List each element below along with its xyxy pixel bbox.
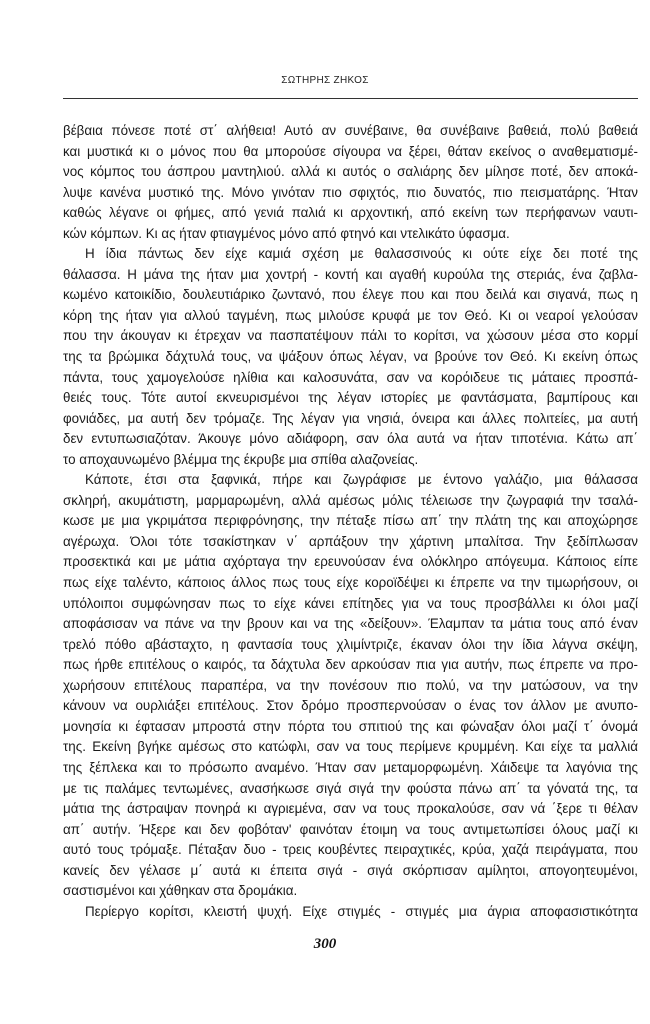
text-line <box>63 779 638 800</box>
text-line-content: πως είχε ταλέντο, κάποιος άλλος πως τους είχε κοροϊδέψει κι έπρεπε να την τιμωρήσουν, οι <box>63 575 638 591</box>
text-line <box>63 655 638 676</box>
text-line-content: Η ίδια πάντως δεν είχε καμιά σχέση με θαλασσινούς κι ούτε είχε δει ποτέ της <box>85 246 638 262</box>
text-line <box>63 470 638 491</box>
text-line <box>63 244 638 265</box>
text-line <box>63 162 638 183</box>
text-line-content: της ξέπλεκα και το πρόσωπο αναμένο. Ήταν σαν μεταμορφωμένη. Χάιδεψε τα λαγόνια της <box>63 759 638 775</box>
text-line-content: πάντα, τους χαμογελούσε ηλίθια και καλοσυνάτα, σαν να κορόιδευε τις μάταιες προσπά- <box>63 369 638 385</box>
text-line <box>63 450 638 471</box>
text-line <box>63 388 638 409</box>
text-line-content: μάτια της άστραψαν πονηρά κι αγριεμένα, σαν να τους προκαλούσε, σαν νά ΄ξερε τι θέλαν <box>63 801 638 817</box>
text-line-content: θάλασσα. Η μάνα της ήταν μια χοντρή - κοντή και αγαθή κυρούλα της στεριάς, ένα ζαβλα- <box>63 266 638 282</box>
text-line-content: φονιάδες, μα αυτή δεν τρόμαζε. Της λέγαν για νησιά, όνειρα και άλλες πολιτείες, μα αυτή <box>63 410 638 426</box>
text-line-content: κανείς δεν γέλασε μ΄ αυτά κι έπειτα σιγά - σιγά σκόρπισαν αμίλητοι, απογοητευμένοι, <box>63 862 638 878</box>
text-line-content: Περίεργο κορίτσι, κλειστή ψυχή. Είχε στιγμές - στιγμές μια άγρια αποφασιστικότητα <box>85 903 638 919</box>
text-line-content: σαστισμένοι και χάθηκαν στα δρομάκια. <box>63 883 298 899</box>
text-line-content: κών κόμπων. Κι ας ήταν φτιαγμένος μόνο από φτηνό και ντελικάτο ύφασμα. <box>63 225 510 241</box>
text-line-content: πως ήρθε επιτέλους ο καιρός, τα δάχτυλα δεν αρκούσαν πια για αυτήν, πως έπρεπε να προ- <box>63 657 638 673</box>
text-line <box>63 717 638 738</box>
text-line <box>63 861 638 882</box>
text-line-content: κάνουν να ουρλιάξει επιτέλους. Στον δρόμο προσπερνούσαν ο ένας τον άλλον με ανυπο- <box>63 698 638 714</box>
text-line-content: σκληρή, ακυμάτιστη, μαρμαρωμένη, αλλά αμέσως μόλις τέλειωσε την ζωγραφιά την τσαλά- <box>63 492 638 508</box>
text-line <box>63 306 638 327</box>
page-number: 300 <box>313 936 337 952</box>
text-line-content: νος κόμπος του άσπρου μαντηλιού. αλλά κι αυτός ο σαλιάρης δεν μίλησε ποτέ, δεν αποκά- <box>63 164 638 180</box>
text-line <box>63 696 638 717</box>
text-line-content: υπόλοιποι συμφώνησαν πως το είχε κάνει επίτηδες για να τους προσβάλλει κι όλοι μαζί <box>63 595 638 611</box>
text-line-content: κωμένο κατοικίδιο, δουλευτιάρικο ζωντανό, που έλεγε που και που δειλά και σιγανά, πως η <box>63 287 638 303</box>
text-line-content: απ΄ αυτήν. Ήξερε και δεν φοβόταν' φαινόταν έτοιμη να τους αντιμετωπίσει όλους μαζί κι <box>63 821 638 837</box>
text-line-content: καθώς λέγανε οι φήμες, από γενιά παλιά κι αρχοντική, από εκείνη των περήφανων ναυτι- <box>63 205 638 221</box>
text-line <box>63 203 638 224</box>
text-line-content: αυτό τους τρόμαξε. Πέταξαν δυο - τρεις κουβέντες πειραχτικές, κρύα, χαζά πειράγματα, που <box>63 842 638 858</box>
text-line <box>63 840 638 861</box>
text-line <box>63 511 638 532</box>
text-line <box>63 737 638 758</box>
header-rule <box>63 98 638 99</box>
text-line <box>63 820 638 841</box>
text-line-content: και μυστικά κι ο μόνος που θα μπορούσε σίγουρα να ξέρει, θάταν εκείνος ο αναθεματισμέ- <box>63 143 638 159</box>
text-line <box>63 676 638 697</box>
text-line-content: χωρήσουν επιτέλους παραπέρα, να την πονέσουν πιο πολύ, να την ματώσουν, να την <box>63 677 638 693</box>
text-line <box>63 532 638 553</box>
text-line <box>63 121 638 142</box>
text-line <box>63 409 638 430</box>
text-line-content: λυψε κανένα μυστικό της. Μόνο γινόταν πιο σφιχτός, πιο δυνατός, πιο πεισματάρης. Ήταν <box>63 184 638 200</box>
text-line <box>63 265 638 286</box>
text-line-content: τρελό πόθο αβάσταχτο, η φαντασία τους χλιμίντριζε, έκαναν όλοι την ίδια λάγνα σκέψη, <box>63 636 638 652</box>
text-line-content: που την άκουγαν κι έτρεχαν να πασπατέψουν πάλι το κορίτσι, να χώσουν μέσα στο κορμί <box>63 328 638 344</box>
text-line <box>63 758 638 779</box>
text-line-content: προσεκτικά και με μάτια αχόρταγα την ερευνούσαν ένα ολόκληρο απόγευμα. Κάποιος είπε <box>63 554 638 570</box>
text-line-content: κωσε με μια γκριμάτσα περιφρόνησης, την πέταξε πίσω απ΄ την πλάτη της και αποχώρησε <box>63 513 638 529</box>
text-line <box>63 799 638 820</box>
text-line-content: της. Εκείνη βγήκε αμέσως στο κατώφλι, σαν να τους περίμενε κρυμμένη. Και είχε τα μαλλιά <box>63 739 638 755</box>
text-line-content: αγέρωχα. Όλοι τότε τσακίστηκαν ν΄ αρπάξουν την χάρτινη μπαλίτσα. Την ξεδίπλωσαν <box>63 533 638 549</box>
text-line-content: Κάποτε, έτσι στα ξαφνικά, πήρε και ζωγράφισε με έντονο γαλάζιο, μια θάλασσα <box>85 472 638 488</box>
text-line-content: αποφάσισαν να πάνε να την βρουν και να της «δείξουν». Έλαμπαν τα μάτια τους από έναν <box>63 616 638 632</box>
text-line <box>63 573 638 594</box>
text-line <box>63 635 638 656</box>
text-line <box>63 326 638 347</box>
text-line-content: της τα βρώμικα δάχτυλά τους, να ψάξουν όπως λέγαν, να βρούνε τον Θεό. Κι εκείνη όπως <box>63 349 638 365</box>
text-line <box>63 183 638 204</box>
text-line-content: δεν εντυπωσιαζόταν. Άκουγε μόνο αδιάφορη, σαν όλα αυτά να ήταν τιποτένια. Κάτω απ΄ <box>63 431 638 447</box>
text-line <box>63 347 638 368</box>
text-line-content: κόρη της ήταν για αλλού ταγμένη, πως μιλούσε κρυφά με τον Θεό. Κι οι νεαροί γελούσαν <box>63 307 638 323</box>
text-line-content: βέβαια πόνεσε ποτέ στ΄ αλήθεια! Αυτό αν συνέβαινε, θα συνέβαινε βαθειά, πολύ βαθειά <box>63 123 638 138</box>
text-line <box>63 368 638 389</box>
text-line <box>63 881 638 902</box>
text-line <box>63 429 638 450</box>
text-line <box>63 285 638 306</box>
text-line <box>63 594 638 615</box>
body-text <box>63 121 638 922</box>
text-line <box>63 491 638 512</box>
text-line <box>63 552 638 573</box>
text-line <box>63 142 638 163</box>
running-header: ΣΩΤΗΡΗΣ ΖΗΚΟΣ <box>281 75 369 86</box>
text-line <box>63 224 638 245</box>
text-line-content: μονησία κι έφτασαν μπροστά στην πόρτα του σπιτιού της και φώναξαν όλοι μαζί τ΄ όνομά <box>63 718 638 734</box>
text-line <box>63 902 638 923</box>
text-line-content: θειές τους. Τότε αυτοί εκνευρισμένοι της λέγαν ιστορίες με φαντάσματα, βαμπίρους και <box>63 390 638 406</box>
text-line-content: με τις παλάμες τεντωμένες, ανασήκωσε σιγά σιγά την φούστα πάνω απ΄ τα γόνατά της, τα <box>63 780 638 796</box>
text-line-content: το αποχαυνωμένο βλέμμα της έκρυβε μια σπίθα αλαζονείας. <box>63 451 419 467</box>
text-line <box>63 614 638 635</box>
